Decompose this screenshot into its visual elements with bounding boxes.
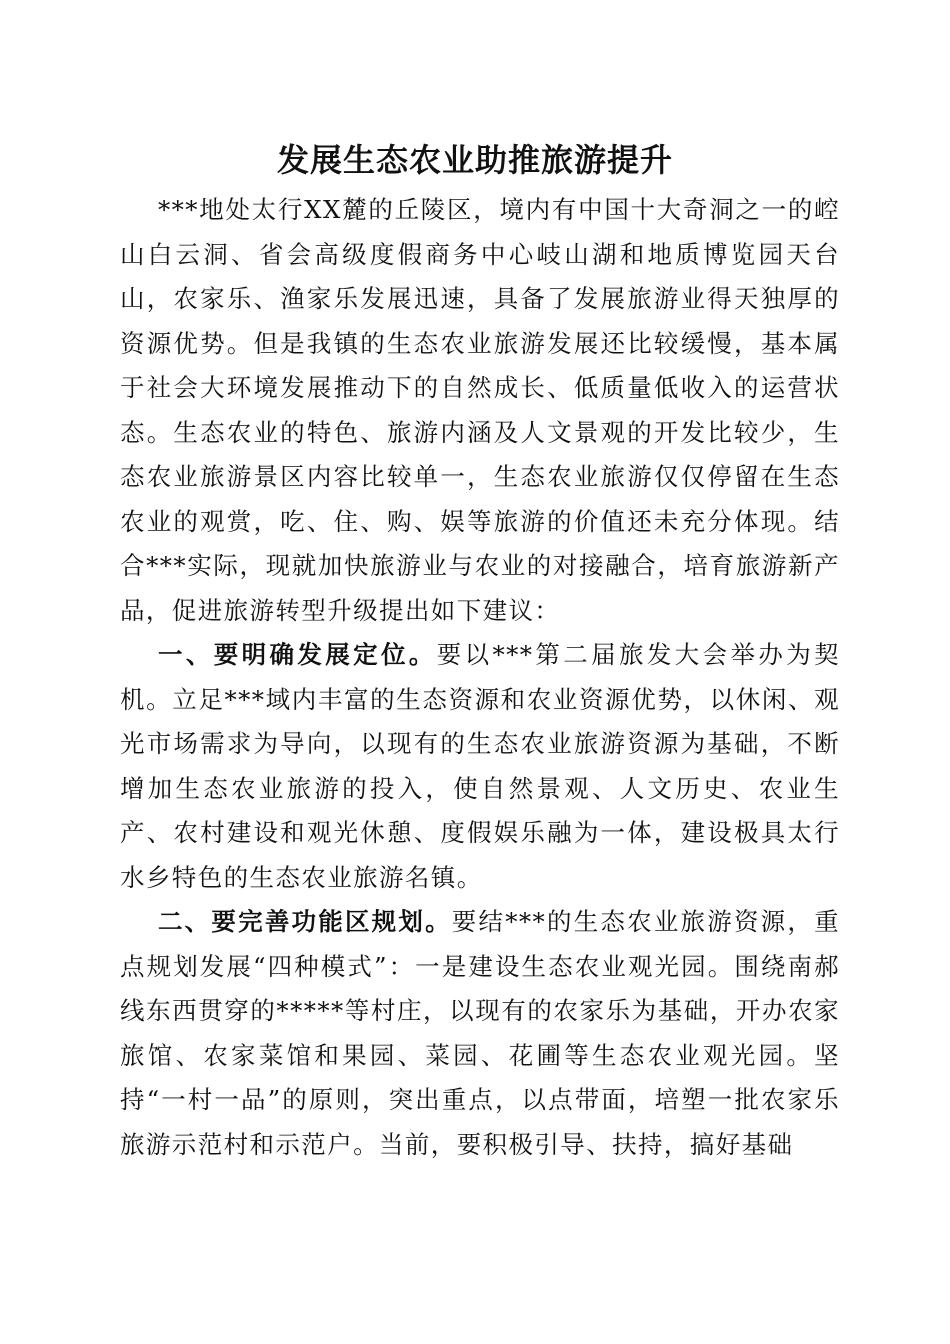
section-heading: 一、要明确发展定位。 <box>157 640 437 669</box>
paragraph-text: 要结***的生态农业旅游资源，重点规划发展“四种模式”：一是建设生态农业观光园。围绕南郝线东西贯穿的*****等村庄，以现有的农家乐为基础，开办农家旅馆、农家菜馆和果园、菜园、花圃等生态农业观光园。坚持“一村一品”的原则，突出重点，以点带面，培塑一批农家乐旅游示范村和示范户。当前，要积极引导、扶持，搞好基础 <box>120 907 840 1159</box>
paragraph-text: ***地处太行XX麓的丘陵区，境内有中国十大奇洞之一的崆山白云洞、省会高级度假商务中心岐山湖和地质博览园天台山，农家乐、渔家乐发展迅速，具备了发展旅游业得天独厚的资源优势。但是我镇的生态农业旅游发展还比较缓慢，基本属于社会大环境发展推动下的自然成长、低质量低收入的运营状态。生态农业的特色、旅游内涵及人文景观的开发比较少，生态农业旅游景区内容比较单一，生态农业旅游仅仅停留在生态农业的观赏，吃、住、购、娱等旅游的价值还未充分体现。结合***实际，现就加快旅游业与农业的对接融合，培育旅游新产品，促进旅游转型升级提出如下建议： <box>120 195 840 625</box>
paragraph-text: 要以***第二届旅发大会举办为契机。立足***域内丰富的生态资源和农业资源优势，以休闲、观光市场需求为导向，以现有的生态农业旅游资源为基础，不断增加生态农业旅游的投入，使自然景观、人文历史、农业生产、农村建设和观光休憩、度假娱乐融为一体，建设极具太行水乡特色的生态农业旅游名镇。 <box>120 640 840 892</box>
paragraph-section-2 <box>120 900 840 1167</box>
paragraph-intro <box>120 188 840 633</box>
document-body <box>120 188 840 1167</box>
paragraph-section-1 <box>120 633 840 900</box>
document-title: 发展生态农业助推旅游提升 <box>276 141 673 179</box>
section-heading: 二、要完善功能区规划。 <box>157 907 452 936</box>
